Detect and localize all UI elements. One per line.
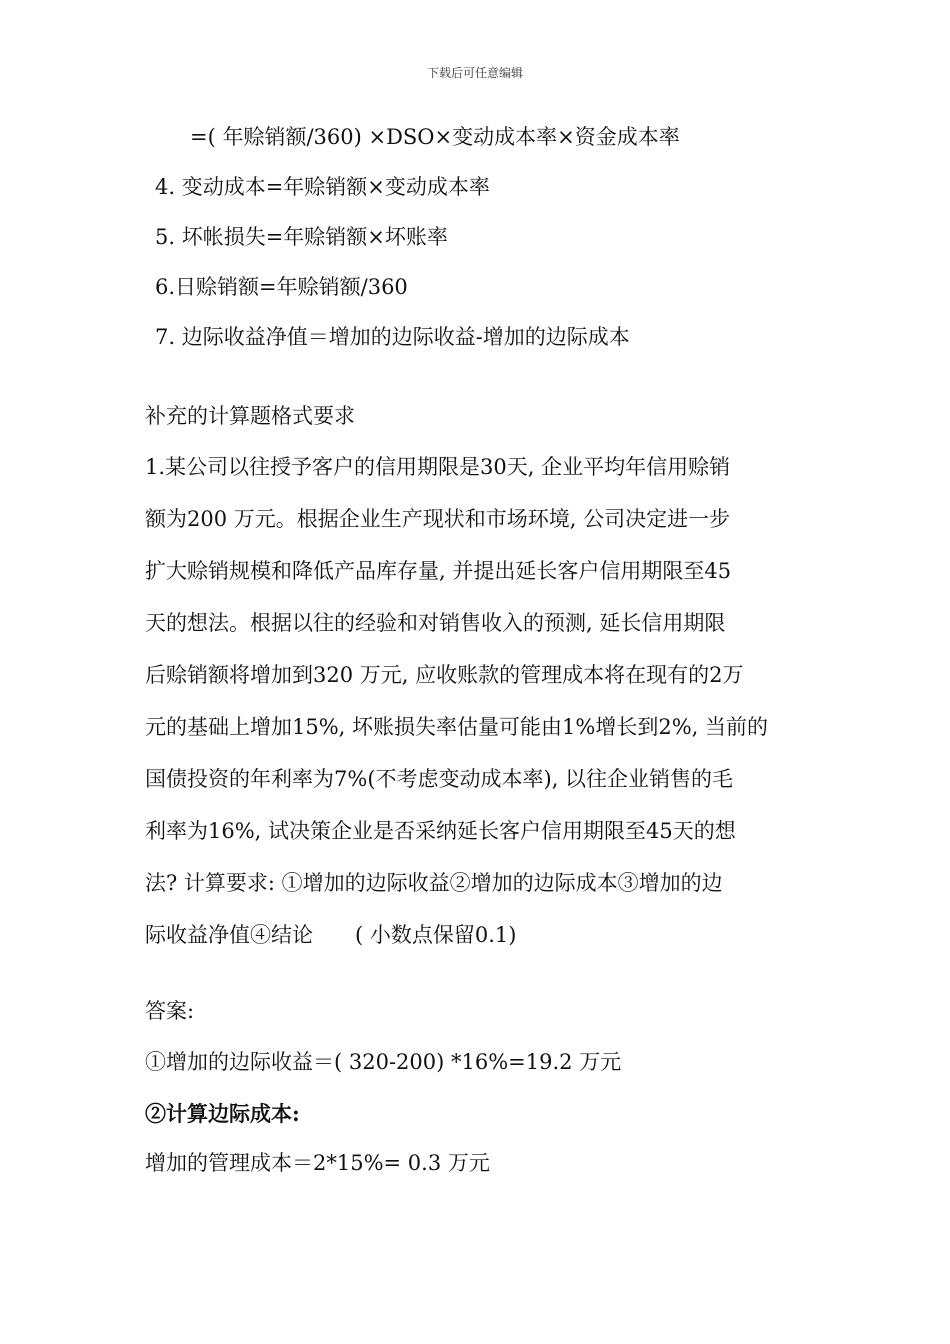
problem-line: 额为200 万元。根据企业生产现状和市场环境, 公司决定进一步 [145, 507, 731, 531]
problem-line: 际收益净值④结论 ( 小数点保留0.1) [145, 923, 517, 947]
answer-heading: ②计算边际成本: [145, 1101, 300, 1126]
problem-line: 天的想法。根据以往的经验和对销售收入的预测, 延长信用期限 [145, 611, 726, 635]
problem-line: 利率为16%, 试决策企业是否采纳延长客户信用期限至45天的想 [145, 819, 736, 843]
problem-line: 法? 计算要求: ①增加的边际收益②增加的边际成本③增加的边 [145, 871, 723, 895]
formula-line: 6.日赊销额=年赊销额/360 [155, 275, 408, 299]
formula-line: =( 年赊销额/360) ×DSO×变动成本率×资金成本率 [190, 125, 680, 149]
problem-line: 后赊销额将增加到320 万元, 应收账款的管理成本将在现有的2万 [145, 663, 744, 687]
formula-line: 5. 坏帐损失=年赊销额×坏账率 [155, 225, 448, 249]
problem-line: 元的基础上增加15%, 坏账损失率估量可能由1%增长到2%, 当前的 [145, 715, 769, 739]
answer-line: 增加的管理成本＝2*15%= 0.3 万元 [145, 1151, 490, 1175]
page-header: 下载后可任意编辑 [426, 66, 523, 80]
answer-label: 答案: [145, 999, 195, 1023]
formula-line: 7. 边际收益净值＝增加的边际收益-增加的边际成本 [155, 325, 630, 349]
problem-line: 1.某公司以往授予客户的信用期限是30天, 企业平均年信用赊销 [145, 455, 731, 479]
problem-line: 国债投资的年利率为7%(不考虑变动成本率), 以往企业销售的毛 [145, 767, 734, 791]
section-title: 补充的计算题格式要求 [145, 404, 355, 428]
answer-line: ①增加的边际收益＝( 320-200) *16%=19.2 万元 [145, 1050, 622, 1074]
problem-line: 扩大赊销规模和降低产品库存量, 并提出延长客户信用期限至45 [145, 559, 732, 583]
formula-line: 4. 变动成本=年赊销额×变动成本率 [155, 175, 490, 199]
